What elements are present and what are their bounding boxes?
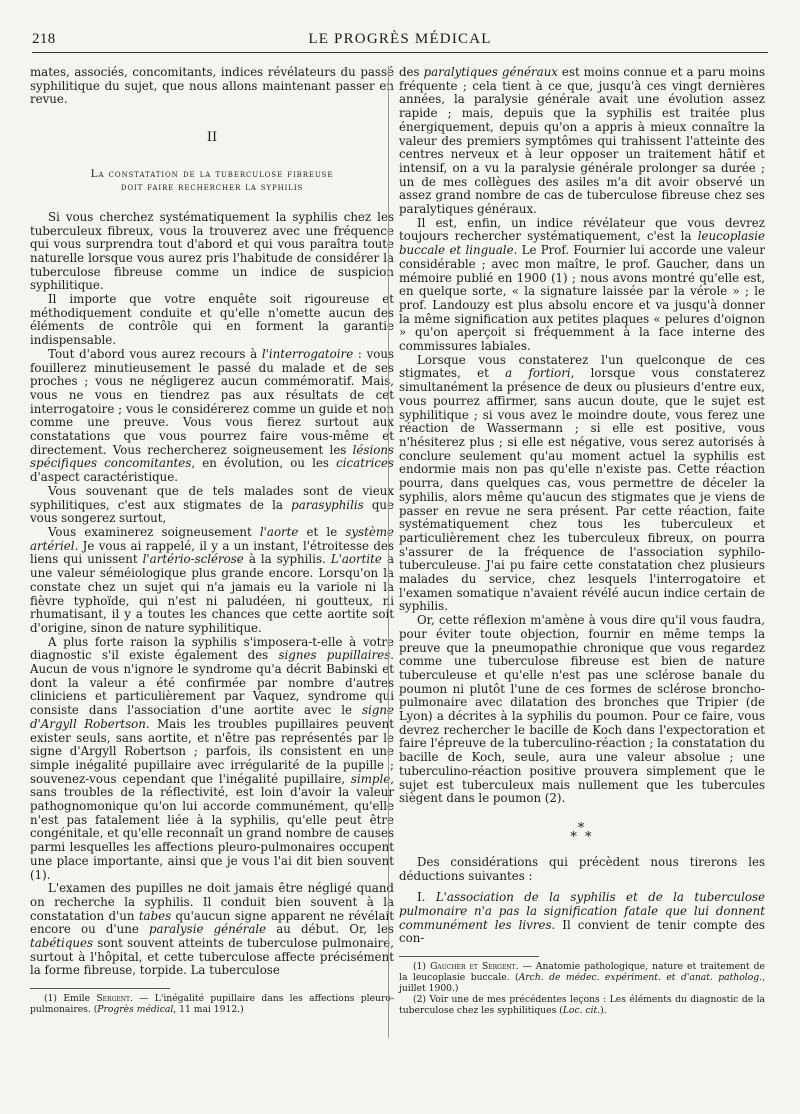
paragraph: L'examen des pupilles ne doit jamais être négligé quand on recherche la syphilis. Il conduit bien souvent à la constatation d'un tabes qu'aucun signe apparent ne révélait encore ou d'une paralysie générale au début. Or, les tabétiques sont souvent atteints de tuberculose pulmonaire, surtout à l'hôpital, et cette tuberculose affecte précisément la forme fibreuse, torpide. La tuberculose [30,881,394,978]
right-column [399,66,765,1016]
running-header [32,31,768,49]
paragraph: Or, cette réflexion m'amène à vous dire qu'il vous faudra, pour éviter toute objection, fournir en même temps la preuve que la pneumopathie chronique que vous regardez comme une tuberculose fibreuse est bien de nature tuberculeuse et qu'elle n'est pas une sclérose banale du poumon ni plutôt l'une de ces formes de sclérose broncho-pulmonaire avec dilatation des bronches que Tripier (de Lyon) a décrites à la syphilis du poumon. Pour ce faire, vous devrez rechercher le bacille de Koch dans l'expectoration et faire l'épreuve de la tuberculino-réaction ; la constatation du bacille de Koch, seule, aura une valeur absolue ; une tuberculino-réaction positive prouvera simplement que le sujet est tuberculeux mais nullement que les tubercules siègent dans le poumon (2). [399,613,765,806]
paragraph: Vous examinerez soigneusement l'aorte et le système artériel. Je vous ai rappelé, il y a un instant, l'étroitesse des liens qui unissent l'artério-sclérose à la syphilis. L'aortite a une valeur séméiologique plus grande encore. Lorsqu'on la constate chez un sujet qui n'a jamais eu la variole ni la fièvre typhoïde, qui n'est ni paludéen, ni goutteux, ni rhumatisant, il y a toutes les chances que cette aortite soit d'origine, sinon de nature syphilitique. [30,524,394,635]
paragraph: A plus forte raison la syphilis s'imposera-t-elle à votre diagnostic s'il existe également des signes pupillaires. Aucun de vous n'ignore le syndrome qu'a décrit Babinski et dont la valeur a été confirmée par nombre d'autres cliniciens et particulièrement par Vaquez, syndrome qui consiste dans l'association d'une aortite avec le signe d'Argyll Robertson. Mais les troubles pupillaires peuvent exister seuls, sans aortite, et n'être pas représentés par le signe d'Argyll Robertson ; parfois, ils consistent en une simple inégalité pupillaire avec irrégularité de la pupille ; souvenez-vous cependant que l'inégalité pupillaire, simple, sans troubles de la réflectivité, est loin d'avoir la valeur pathognomonique qu'on lui accorde communément, qu'elle n'est pas fatalement liée à la syphilis, qu'elle peut être congénitale, et qu'elle reconnaît un grand nombre de causes parmi lesquelles les affections pleuro-pulmonaires occupent une place importante, ainsi que je vous l'ai dit bien souvent (1). [30,634,394,882]
paragraph: Lorsque vous constaterez l'un quelconque de ces stigmates, et a fortiori, lorsque vous constaterez simultanément la présence de deux ou plusieurs d'entre eux, vous pourrez affirmer, sans aucun doute, que le sujet est syphilitique ; si vous avez le moindre doute, vous ferez une réaction de Wassermann ; si elle est positive, vous n'hésiterez plus ; si elle est négative, vous serez autorisés à conclure seulement qu'au moment actuel la syphilis est endormie mais non pas qu'elle n'existe pas. Cette réaction pourra, dans quelques cas, vous permettre de déceler la syphilis, alors même qu'aucun des stigmates que je viens de passer en revue ne sera présent. Par cette réaction, faite systématiquement chez tous les tuberculeux et particulièrement chez les tuberculeux fibreux, on pourra s'assurer de la fréquence de l'association syphilo-tuberculeuse. J'ai pu faire cette constatation chez plusieurs malades du service, chez lesquels l'interrogatoire et l'examen somatique n'avaient révélé aucun indice certain de syphilis. [399,352,766,614]
footnote: (1) Emile Sergent. — L'inégalité pupillaire dans les affections pleuro-pulmonaires. (Progrès médical, 11 mai 1912.) [30,993,394,1016]
paragraph: I. L'association de la syphilis et de la tuberculose pulmonaire n'a pas la signification fatale que lui donnent communément les livres. Il convient de tenir compte des con- [399,890,765,946]
footnote: (1) Gaucher et Sergent. — Anatomie pathologique, nature et traitement de la leucoplasie buccale. (Arch. de médec. expériment. et d'anat. patholog., juillet 1900.) [399,961,765,995]
paragraph: Tout d'abord vous aurez recours à l'interrogatoire : vous fouillerez minutieusement le passé du malade et de ses proches ; vous ne négligerez aucun commémoratif. Mais, vous ne vous en tiendrez pas aux résultats de cet interrogatoire ; vous le considérerez comme un guide et non comme une preuve. Vous vous fierez surtout aux constatations que vous pourrez faire vous-même et directement. Vous rechercherez soigneusement les lésions spécifiques concomitantes, en évolution, ou les cicatrices d'aspect caractéristique. [30,346,394,485]
header-rule [32,52,768,53]
footnote-rule [30,988,170,989]
journal-title: LE PROGRÈS MÉDICAL [308,31,492,47]
left-column [30,66,394,1015]
section-heading-line-1: La constatation de la tuberculose fibreuse [90,167,334,180]
section-heading [30,167,394,195]
footnote: (2) Voir une de mes précédentes leçons : Les éléments du diagnostic de la tuberculose chez les syphilitiques (Loc. cit.). [399,994,765,1017]
section-heading-line-2: doit faire rechercher la syphilis [120,181,304,193]
column-divider [388,66,389,1038]
paragraph: Des considérations qui précèdent nous tirerons les déductions suivantes : [399,854,765,883]
paragraph: Il importe que votre enquête soit rigoureuse et méthodiquement conduite et qu'elle n'omette aucun des éléments de contrôle qui en forment la garantie indispensable. [30,292,394,348]
paragraph: Vous souvenant que de tels malades sont de vieux syphilitiques, c'est aux stigmates de la parasyphilis que vous songerez surtout, [30,483,394,526]
footnote-rule [399,956,539,957]
section-numeral: II [206,130,218,146]
paragraph: des paralytiques généraux est moins connue et a paru moins fréquente ; cela tient à ce que, jusqu'à ces vingt dernières années, la paralysie générale avait une évolution assez rapide ; mais, depuis que la syphilis est traitée plus énergiquement, depuis qu'on a appris à mieux connaître la valeur des premiers symptômes qui trahissent l'atteinte des centres nerveux et à leur opposer un traitement hâtif et intensif, on a vu la paralysie générale prolonger sa durée ; un de mes collègues des asiles m'a dit avoir observé un assez grand nombre de cas de tuberculose fibreuse chez ses paralytiques généraux. [399,65,766,217]
paragraph: Si vous cherchez systématiquement la syphilis chez les tuberculeux fibreux, vous la trouverez avec une fréquence qui vous surprendra tout d'abord et qui vous paraîtra toute naturelle lorsque vous aurez pris l'habitude de considérer la tuberculose fibreuse comme un indice de suspicion syphilitique. [30,209,394,293]
paragraph: Il est, enfin, un indice révélateur que vous devrez toujours rechercher systématiquement, c'est la leucoplasie buccale et linguale. Le Prof. Fournier lui accorde une valeur considérable ; avec mon maître, le prof. Gaucher, dans un mémoire publié en 1900 (1) ; nous avons montré qu'elle est, en quelque sorte, « la signature laissée par la vérole » ; le prof. Landouzy est plus absolu encore et va jusqu'à donner la même signification aux petites plaques « pelures d'oignon » qu'on aperçoit si fréquemment à la face interne des commissures labiales. [399,215,766,354]
paragraph: mates, associés, concomitants, indices révélateurs du passé syphilitique du sujet, que nous allons maintenant passer en revue. [30,65,394,107]
page-number: 218 [32,31,56,47]
section-separator-stars: * * * [570,820,594,845]
